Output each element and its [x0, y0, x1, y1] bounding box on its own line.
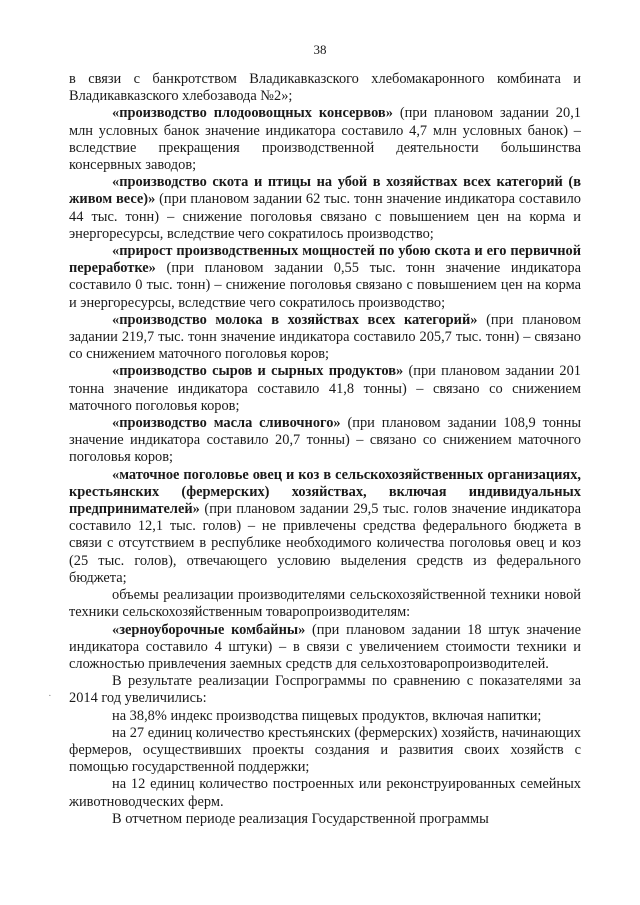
paragraph-p7 — [69, 467, 581, 587]
paragraph-text: (при плановом задании 29,5 тыс. голов значение индикатора составило 12,1 тыс. голов) – не привлечены средства федерального бюджета в связи с отсутствием в республике необходимого количества поголовья овец и коз (25 тыс. голов), отвечающего условию выделения средств из федерального бюджета; — [69, 501, 581, 586]
paragraph-p5 — [69, 363, 581, 415]
paragraph-p13 — [69, 776, 581, 810]
page-number: 38 — [313, 42, 327, 57]
paragraph-text: (при плановом задании 62 тыс. тонн значение индикатора составило 44 тыс. тонн) – снижение поголовья связано с повышением цен на корма и энергоресурсы, вследствие чего сократилось производство; — [69, 191, 581, 242]
paragraph-p1 — [69, 105, 581, 174]
indicator-name: «производство скота и птицы на убой в хозяйствах всех категорий (в живом весе)» — [69, 174, 581, 208]
paragraph-p10 — [69, 673, 581, 707]
paragraph-p11 — [69, 708, 581, 725]
paragraph-p14 — [69, 811, 581, 828]
indicator-name: «зерноуборочные комбайны» — [112, 621, 306, 638]
indicator-name: «маточное поголовье овец и коз в сельскохозяйственных организациях, крестьянских (фермерских) хозяйствах, включая индивидуальных предпринимателей» — [69, 466, 581, 518]
paragraph-text: (при плановом задании 20,1 млн условных банок значение индикатора составило 4,7 млн условных банок) – вследствие прекращения производственной деятельности большинства консервных заводов; — [69, 105, 581, 174]
paragraph-p2 — [69, 174, 581, 243]
paragraph-p9 — [69, 622, 581, 674]
paragraph-text: (при плановом задании 219,7 тыс. тонн значение индикатора составило 205,7 тыс. тонн) – связано со снижением маточного поголовья коров; — [69, 311, 581, 363]
indicator-name: «производство плодоовощных консервов» — [112, 105, 393, 122]
paragraph-text: (при плановом задании 0,55 тыс. тонн значение индикатора составило 0 тыс. тонн) – снижение поголовья связано с повышением цен на корма и энергоресурсы, вследствие чего сократилось производство; — [69, 260, 581, 311]
paragraph-text: (при плановом задании 108,9 тонны значение индикатора составило 20,7 тонны) – связано со снижением маточного поголовья коров; — [69, 415, 581, 466]
paragraph-text: на 38,8% индекс производства пищевых продуктов, включая напитки; — [112, 707, 542, 724]
paragraph-text: В результате реализации Госпрограммы по сравнению с показателями за 2014 год увеличились: — [69, 673, 581, 707]
indicator-name: «производство молока в хозяйствах всех категорий» — [112, 311, 478, 328]
scan-mark: · — [48, 690, 52, 702]
paragraph-text: (при плановом задании 18 штук значение индикатора составило 4 штуки) – в связи с увеличением стоимости техники и сложностью привлечения заемных средств для сельхозтоваропроизводителей. — [69, 621, 581, 672]
paragraph-p6 — [69, 415, 581, 467]
paragraph-p4 — [69, 312, 581, 364]
document-body — [69, 71, 581, 828]
paragraph-p3 — [69, 243, 581, 312]
paragraph-text: на 27 единиц количество крестьянских (фермерских) хозяйств, начинающих фермеров, осуществивших проекты создания и развития своих хозяйств с помощью государственной поддержки; — [69, 724, 581, 776]
paragraph-text: на 12 единиц количество построенных или реконструированных семейных животноводческих ферм. — [69, 776, 581, 810]
paragraph-text: В отчетном периоде реализация Государственной программы — [112, 810, 489, 827]
paragraph-p8 — [69, 587, 581, 621]
paragraph-text: объемы реализации производителями сельскохозяйственной техники новой техники сельскохозяйственным товаропроизводителям: — [69, 587, 581, 621]
indicator-name: «производство масла сливочного» — [112, 415, 341, 432]
paragraph-text: в связи с банкротством Владикавказского хлебомакаронного комбината и Владикавказского хлебозавода №2»; — [69, 71, 581, 105]
indicator-name: «прирост производственных мощностей по убою скота и его первичной переработке» — [69, 243, 581, 277]
paragraph-p12 — [69, 725, 581, 777]
indicator-name: «производство сыров и сырных продуктов» — [112, 363, 404, 380]
paragraph-text: (при плановом задании 201 тонна значение индикатора составило 41,8 тонны) – связано со снижением маточного поголовья коров; — [69, 363, 581, 414]
paragraph-p0 — [69, 71, 581, 105]
